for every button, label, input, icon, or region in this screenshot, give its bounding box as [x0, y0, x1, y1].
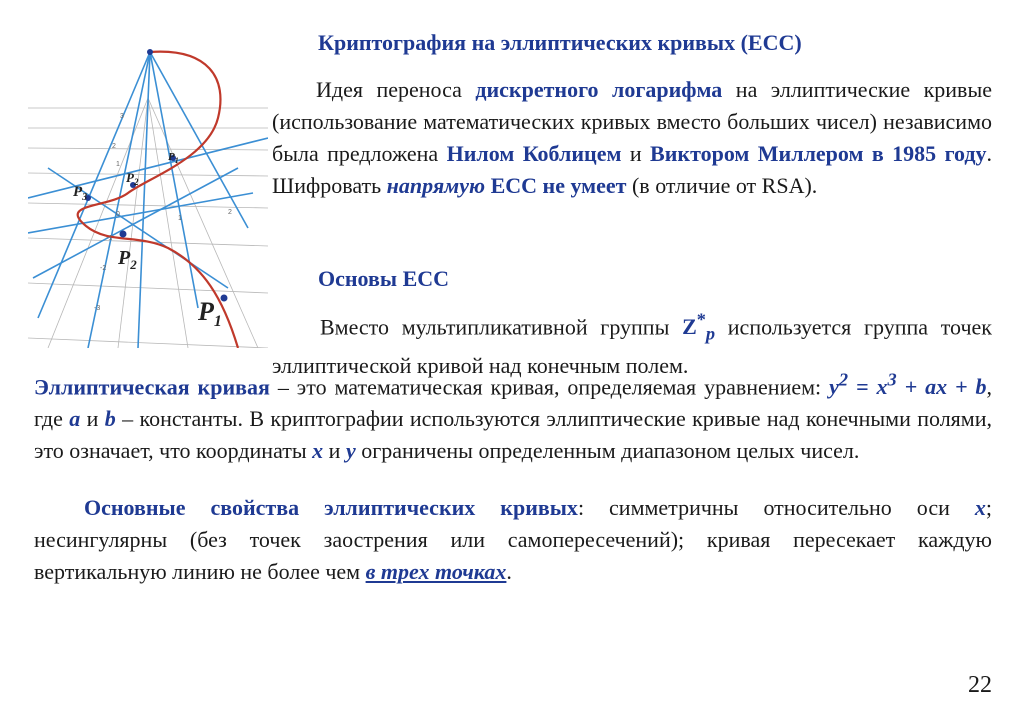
properties-paragraph: Основные свойства эллиптических кривых: симметричны относительно оси x; несингулярны (без точек заострения или самопересечений); кривая пересекает каждую вертикальную линию не более чем в трех точках. [34, 495, 992, 584]
svg-text:P1: $P_1$ [168, 151, 179, 165]
three-points-term: в трех точках [365, 559, 507, 584]
svg-text:-2: -2 [100, 265, 107, 272]
curve-equation: $y^2 = x^3$ + ax + b [829, 370, 987, 400]
svg-text:2: 2 [228, 209, 232, 216]
perspective-grid [28, 98, 268, 348]
direct-term: напрямую [386, 173, 486, 198]
elliptic-curve-term: Эллиптическая кривая [34, 374, 270, 400]
ecc-cannot-term: ECC не умеет [490, 173, 627, 198]
koblitz-name: Нилом Коблицем [446, 141, 622, 166]
properties-term: Основные свойства эллиптических кривых [84, 495, 578, 520]
svg-text:P2: $P_2$ [126, 170, 139, 187]
svg-text:-3: -3 [94, 305, 101, 312]
svg-text:1: 1 [178, 215, 182, 222]
svg-text:0: 0 [116, 211, 120, 218]
page-number: 22 [968, 672, 992, 698]
svg-text:1: 1 [116, 161, 120, 168]
secant-lines [28, 52, 268, 348]
year-text: 1985 году [892, 141, 987, 166]
group-symbol: $Z^*_p$ [682, 310, 716, 344]
intro-paragraph: Идея переноса дискретного логарифма на эллиптические кривые (использование математических кривых вместо больших чисел) независимо была предложена Нилом Коблицем и Виктором Миллером в 1985 году. Шифровать напрямую ECC не умеет (в отличие от RSA). [272, 77, 993, 198]
slide-title: Криптография на эллиптических кривых (ECC) [318, 30, 802, 55]
svg-text:3: 3 [120, 113, 124, 120]
svg-text:P2: $P_2$ [118, 247, 137, 272]
svg-text:P3: $P_3$ [73, 184, 88, 203]
svg-text:2: 2 [112, 143, 116, 150]
definition-paragraph: Эллиптическая кривая – это математическая кривая, определяемая уравнением: $y^2 = x^3$ + ax + b, где a и b – константы. В криптографии используются эллиптические кривые над конечными полями, это означает, что координаты x и y ограничены определенным диапазоном целых чисел. [34, 370, 992, 464]
miller-name: Виктором Миллером [650, 141, 864, 166]
svg-text:P1: $P_1$ [198, 297, 222, 330]
elliptic-curve-figure [28, 48, 268, 348]
figure-svg [28, 48, 268, 348]
basics-heading: Основы ECC [318, 266, 450, 291]
discrete-log-term: дискретного логарифма [475, 77, 723, 102]
svg-text:-1: -1 [106, 235, 113, 242]
basics-paragraph: Вместо мультипликативной группы $Z^*_p$ используется группа точек эллиптической кривой над конечным полем. [272, 310, 992, 378]
